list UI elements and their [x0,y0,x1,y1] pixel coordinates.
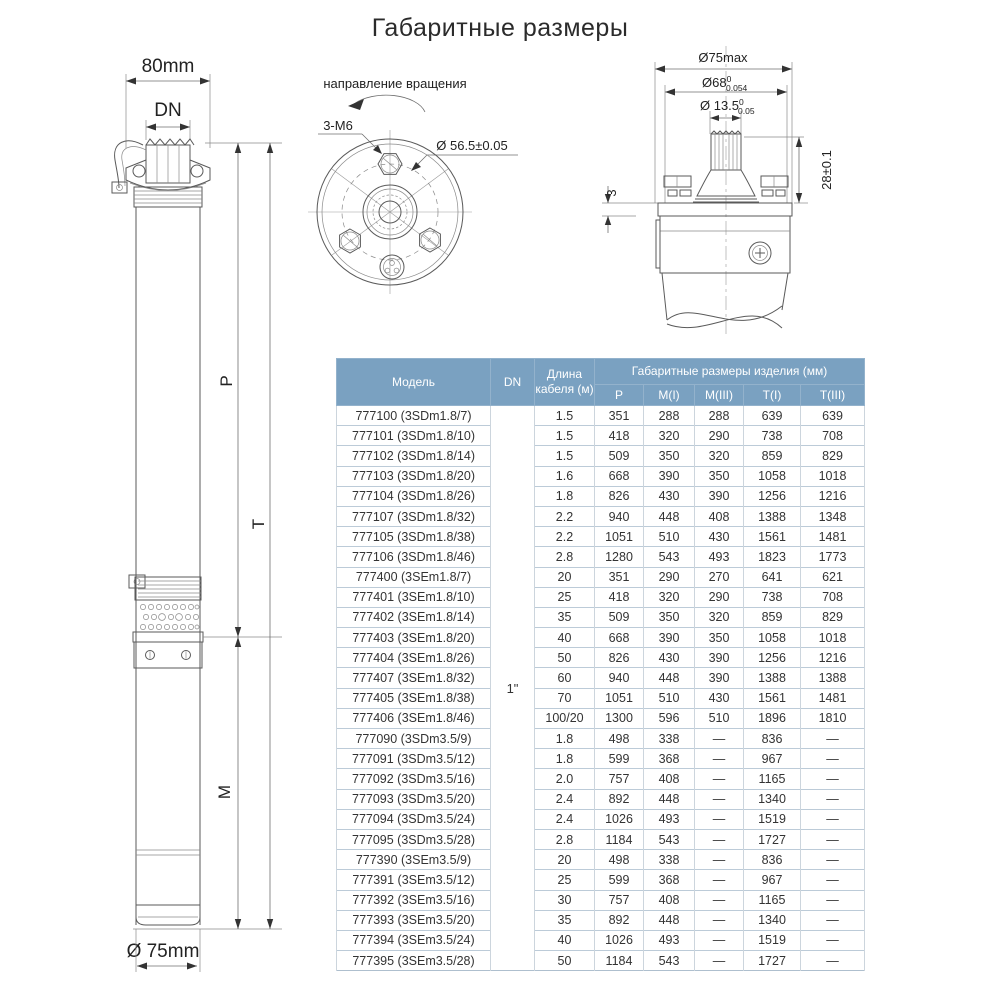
cell-m3: 270 [695,567,744,587]
cell-model: 777404 (3SEm1.8/26) [337,648,491,668]
shaft-detail-drawing [598,38,1000,338]
cell-cable: 35 [535,910,595,930]
cell-t3: — [801,870,865,890]
table-row [337,587,865,607]
cell-model: 777095 (3SDm3.5/28) [337,829,491,849]
cell-t1: 836 [744,850,801,870]
cell-m3: — [695,809,744,829]
table-row [337,729,865,749]
cell-m3: — [695,769,744,789]
cell-t3: 1018 [801,628,865,648]
cell-m3: 430 [695,688,744,708]
cell-p: 1280 [595,547,644,567]
cell-model: 777094 (3SDm3.5/24) [337,809,491,829]
cell-t1: 641 [744,567,801,587]
cell-t1: 1561 [744,527,801,547]
dim-3-label: 3 [604,189,619,197]
table-row [337,426,865,446]
cell-model: 777391 (3SEm3.5/12) [337,870,491,890]
cell-m1: 390 [644,466,695,486]
table-row [337,446,865,466]
cell-cable: 2.8 [535,829,595,849]
cell-p: 599 [595,749,644,769]
cell-t1: 1165 [744,890,801,910]
cell-model: 777402 (3SEm1.8/14) [337,607,491,627]
pump-top-view-drawing [290,58,620,308]
cell-m3: 320 [695,446,744,466]
cell-t1: 1256 [744,648,801,668]
cell-cable: 70 [535,688,595,708]
cell-model: 777407 (3SEm1.8/32) [337,668,491,688]
cell-p: 1300 [595,708,644,728]
header-m1: M(I) [644,385,695,406]
cell-m1: 290 [644,567,695,587]
cell-t1: 1165 [744,769,801,789]
cell-m3: — [695,890,744,910]
cell-t3: 829 [801,607,865,627]
cell-cable: 2.0 [535,769,595,789]
cell-cable: 1.8 [535,729,595,749]
cell-t3: — [801,850,865,870]
cell-m3: — [695,870,744,890]
cell-m1: 320 [644,587,695,607]
dim-t-label: T [249,518,268,530]
dim-80mm-label: 80mm [141,56,195,77]
cell-t1: 836 [744,729,801,749]
cell-m1: 408 [644,890,695,910]
cell-model: 777393 (3SEm3.5/20) [337,910,491,930]
cell-t3: 1216 [801,486,865,506]
cell-t3: — [801,890,865,910]
cell-p: 892 [595,910,644,930]
cell-cable: 35 [535,607,595,627]
cell-t1: 859 [744,607,801,627]
table-row [337,466,865,486]
cell-p: 668 [595,628,644,648]
cell-t1: 1823 [744,547,801,567]
cell-m1: 510 [644,527,695,547]
cell-p: 599 [595,870,644,890]
table-row [337,890,865,910]
cell-cable: 60 [535,668,595,688]
cell-cable: 50 [535,951,595,971]
table-row [337,951,865,971]
cell-p: 498 [595,850,644,870]
cell-t1: 1561 [744,688,801,708]
cell-m1: 338 [644,729,695,749]
cell-p: 498 [595,729,644,749]
cell-t3: 1388 [801,668,865,688]
cell-m1: 430 [644,648,695,668]
header-m3: M(III) [695,385,744,406]
cell-p: 668 [595,466,644,486]
dim-p-label: P [217,375,236,387]
cell-p: 509 [595,607,644,627]
dim-28-label: 28±0.1 [819,150,834,190]
cell-t1: 1727 [744,829,801,849]
cell-t1: 738 [744,587,801,607]
cell-t3: — [801,749,865,769]
cell-p: 940 [595,506,644,526]
cell-m1: 448 [644,506,695,526]
cell-t3: — [801,729,865,749]
strainer-holes [140,604,199,629]
table-row [337,930,865,950]
cell-m1: 448 [644,910,695,930]
cell-p: 1051 [595,527,644,547]
header-t3: T(III) [801,385,865,406]
cell-m3: 430 [695,527,744,547]
cell-model: 777405 (3SEm1.8/38) [337,688,491,708]
table-row [337,547,865,567]
cell-m1: 596 [644,708,695,728]
dimensions-table [336,358,865,971]
cell-t3: 708 [801,426,865,446]
cell-m3: — [695,789,744,809]
header-t1: T(I) [744,385,801,406]
cell-dn-value: 1" [491,406,535,971]
cell-t3: — [801,769,865,789]
cell-cable: 100/20 [535,708,595,728]
cell-t3: — [801,829,865,849]
table-row [337,628,865,648]
table-row [337,769,865,789]
cell-cable: 1.5 [535,406,595,426]
cell-m1: 338 [644,850,695,870]
rotation-direction-label: направление вращения [323,76,467,91]
table-body [337,406,865,971]
cell-cable: 2.8 [535,547,595,567]
table-row [337,688,865,708]
cell-t3: — [801,930,865,950]
cell-t1: 1340 [744,910,801,930]
header-dimensions-group: Габаритные размеры изделия (мм) [595,359,865,385]
cell-m3: 350 [695,466,744,486]
cell-m3: 290 [695,426,744,446]
cell-m3: 408 [695,506,744,526]
cell-p: 1026 [595,809,644,829]
cell-cable: 1.8 [535,749,595,769]
table-row [337,607,865,627]
cell-t1: 1519 [744,809,801,829]
cell-m3: — [695,930,744,950]
cell-t3: — [801,789,865,809]
header-cable-length: Длина кабеля (м) [535,359,595,406]
cell-t1: 967 [744,749,801,769]
cell-cable: 30 [535,890,595,910]
cell-m1: 543 [644,829,695,849]
dim-68-label: $Ø68^0$ 0.054 [702,74,748,93]
cell-t3: 621 [801,567,865,587]
table-row [337,870,865,890]
cell-p: 757 [595,769,644,789]
cell-p: 826 [595,648,644,668]
cell-model: 777401 (3SEm1.8/10) [337,587,491,607]
cell-m3: 288 [695,406,744,426]
cell-model: 777400 (3SEm1.8/7) [337,567,491,587]
table-row [337,668,865,688]
table-row [337,749,865,769]
page-title: Габаритные размеры [371,14,629,42]
header-model: Модель [337,359,491,406]
cell-t3: 1810 [801,708,865,728]
cell-p: 1184 [595,829,644,849]
cell-model: 777392 (3SEm3.5/16) [337,890,491,910]
cell-p: 757 [595,890,644,910]
cell-t3: — [801,809,865,829]
cell-t3: 708 [801,587,865,607]
cell-p: 418 [595,587,644,607]
cell-m1: 390 [644,628,695,648]
cell-model: 777106 (3SDm1.8/46) [337,547,491,567]
cell-t1: 1256 [744,486,801,506]
cell-m1: 448 [644,789,695,809]
table-row [337,406,865,426]
cell-model: 777105 (3SDm1.8/38) [337,527,491,547]
bolts-label: 3-M6 [323,118,353,133]
cell-m3: 510 [695,708,744,728]
cell-t3: 829 [801,446,865,466]
cell-model: 777104 (3SDm1.8/26) [337,486,491,506]
cell-t3: 1773 [801,547,865,567]
cell-cable: 40 [535,628,595,648]
cell-model: 777093 (3SDm3.5/20) [337,789,491,809]
cell-model: 777403 (3SEm1.8/20) [337,628,491,648]
cell-model: 777100 (3SDm1.8/7) [337,406,491,426]
cell-model: 777107 (3SDm1.8/32) [337,506,491,526]
cell-model: 777091 (3SDm3.5/12) [337,749,491,769]
cell-t3: — [801,951,865,971]
cell-m1: 320 [644,426,695,446]
dim-dn-label: DN [154,100,182,121]
cell-t1: 1340 [744,789,801,809]
cell-m3: 350 [695,628,744,648]
table-row [337,829,865,849]
cell-cable: 2.4 [535,809,595,829]
cell-cable: 1.5 [535,426,595,446]
cell-cable: 1.5 [535,446,595,466]
cell-m1: 493 [644,809,695,829]
cell-t3: 1348 [801,506,865,526]
cell-t3: 639 [801,406,865,426]
cell-m1: 543 [644,547,695,567]
cell-m1: 368 [644,749,695,769]
cell-p: 351 [595,567,644,587]
cell-t1: 967 [744,870,801,890]
cell-m3: 390 [695,486,744,506]
cell-cable: 20 [535,567,595,587]
cell-cable: 20 [535,850,595,870]
cell-model: 777092 (3SDm3.5/16) [337,769,491,789]
cell-m1: 288 [644,406,695,426]
cell-m3: 390 [695,668,744,688]
cell-m3: — [695,829,744,849]
table-header [337,359,865,406]
table-row [337,789,865,809]
cell-cable: 25 [535,587,595,607]
cell-p: 1051 [595,688,644,708]
cell-t3: 1481 [801,527,865,547]
cell-cable: 2.2 [535,527,595,547]
cell-m3: — [695,951,744,971]
cell-model: 777406 (3SEm1.8/46) [337,708,491,728]
cell-model: 777390 (3SEm3.5/9) [337,850,491,870]
cell-m1: 430 [644,486,695,506]
dim-75mm-label: Ø 75mm [126,941,200,962]
cell-p: 1184 [595,951,644,971]
table-row [337,708,865,728]
dim-m-label: M [215,784,234,800]
cell-model: 777395 (3SEm3.5/28) [337,951,491,971]
cell-cable: 50 [535,648,595,668]
cell-model: 777102 (3SDm1.8/14) [337,446,491,466]
cell-t1: 1896 [744,708,801,728]
cell-m3: — [695,749,744,769]
cell-m1: 493 [644,930,695,950]
cell-p: 940 [595,668,644,688]
cell-t1: 859 [744,446,801,466]
cell-m1: 448 [644,668,695,688]
cell-cable: 1.8 [535,486,595,506]
table-row [337,527,865,547]
table-row [337,486,865,506]
cell-t1: 1388 [744,506,801,526]
cell-m3: 493 [695,547,744,567]
header-dn: DN [491,359,535,406]
table-row [337,567,865,587]
cell-m3: 320 [695,607,744,627]
bolt-circle-dia-label: Ø 56.5±0.05 [436,138,508,153]
cell-model: 777090 (3SDm3.5/9) [337,729,491,749]
table-row [337,850,865,870]
cell-p: 826 [595,486,644,506]
cell-m3: — [695,729,744,749]
cell-model: 777103 (3SDm1.8/20) [337,466,491,486]
cell-t3: 1018 [801,466,865,486]
cell-p: 892 [595,789,644,809]
cell-t1: 1388 [744,668,801,688]
cell-t3: 1216 [801,648,865,668]
cell-t1: 1058 [744,628,801,648]
cell-t1: 639 [744,406,801,426]
cell-t1: 1727 [744,951,801,971]
header-p: P [595,385,644,406]
cell-p: 418 [595,426,644,446]
dim-135-label: Ø 13.5$^0$ 0.05 [700,97,755,116]
cell-m1: 368 [644,870,695,890]
cell-m1: 510 [644,688,695,708]
cell-cable: 25 [535,870,595,890]
table-row [337,648,865,668]
cell-t1: 1058 [744,466,801,486]
cell-p: 351 [595,406,644,426]
dim-75max-label: Ø75max [698,50,748,65]
cell-t1: 1519 [744,930,801,950]
table-row [337,809,865,829]
cell-m3: 290 [695,587,744,607]
cell-model: 777101 (3SDm1.8/10) [337,426,491,446]
pump-side-view-drawing [50,48,320,993]
cell-t1: 738 [744,426,801,446]
cell-model: 777394 (3SEm3.5/24) [337,930,491,950]
cell-m3: 390 [695,648,744,668]
cell-m1: 350 [644,446,695,466]
cell-m3: — [695,850,744,870]
cell-cable: 2.4 [535,789,595,809]
cell-p: 1026 [595,930,644,950]
cell-t3: — [801,910,865,930]
table-row [337,910,865,930]
cell-cable: 40 [535,930,595,950]
cell-t3: 1481 [801,688,865,708]
cell-m1: 408 [644,769,695,789]
cell-cable: 1.6 [535,466,595,486]
table-row [337,506,865,526]
cell-p: 509 [595,446,644,466]
cell-m3: — [695,910,744,930]
cell-cable: 2.2 [535,506,595,526]
cell-m1: 350 [644,607,695,627]
cell-m1: 543 [644,951,695,971]
